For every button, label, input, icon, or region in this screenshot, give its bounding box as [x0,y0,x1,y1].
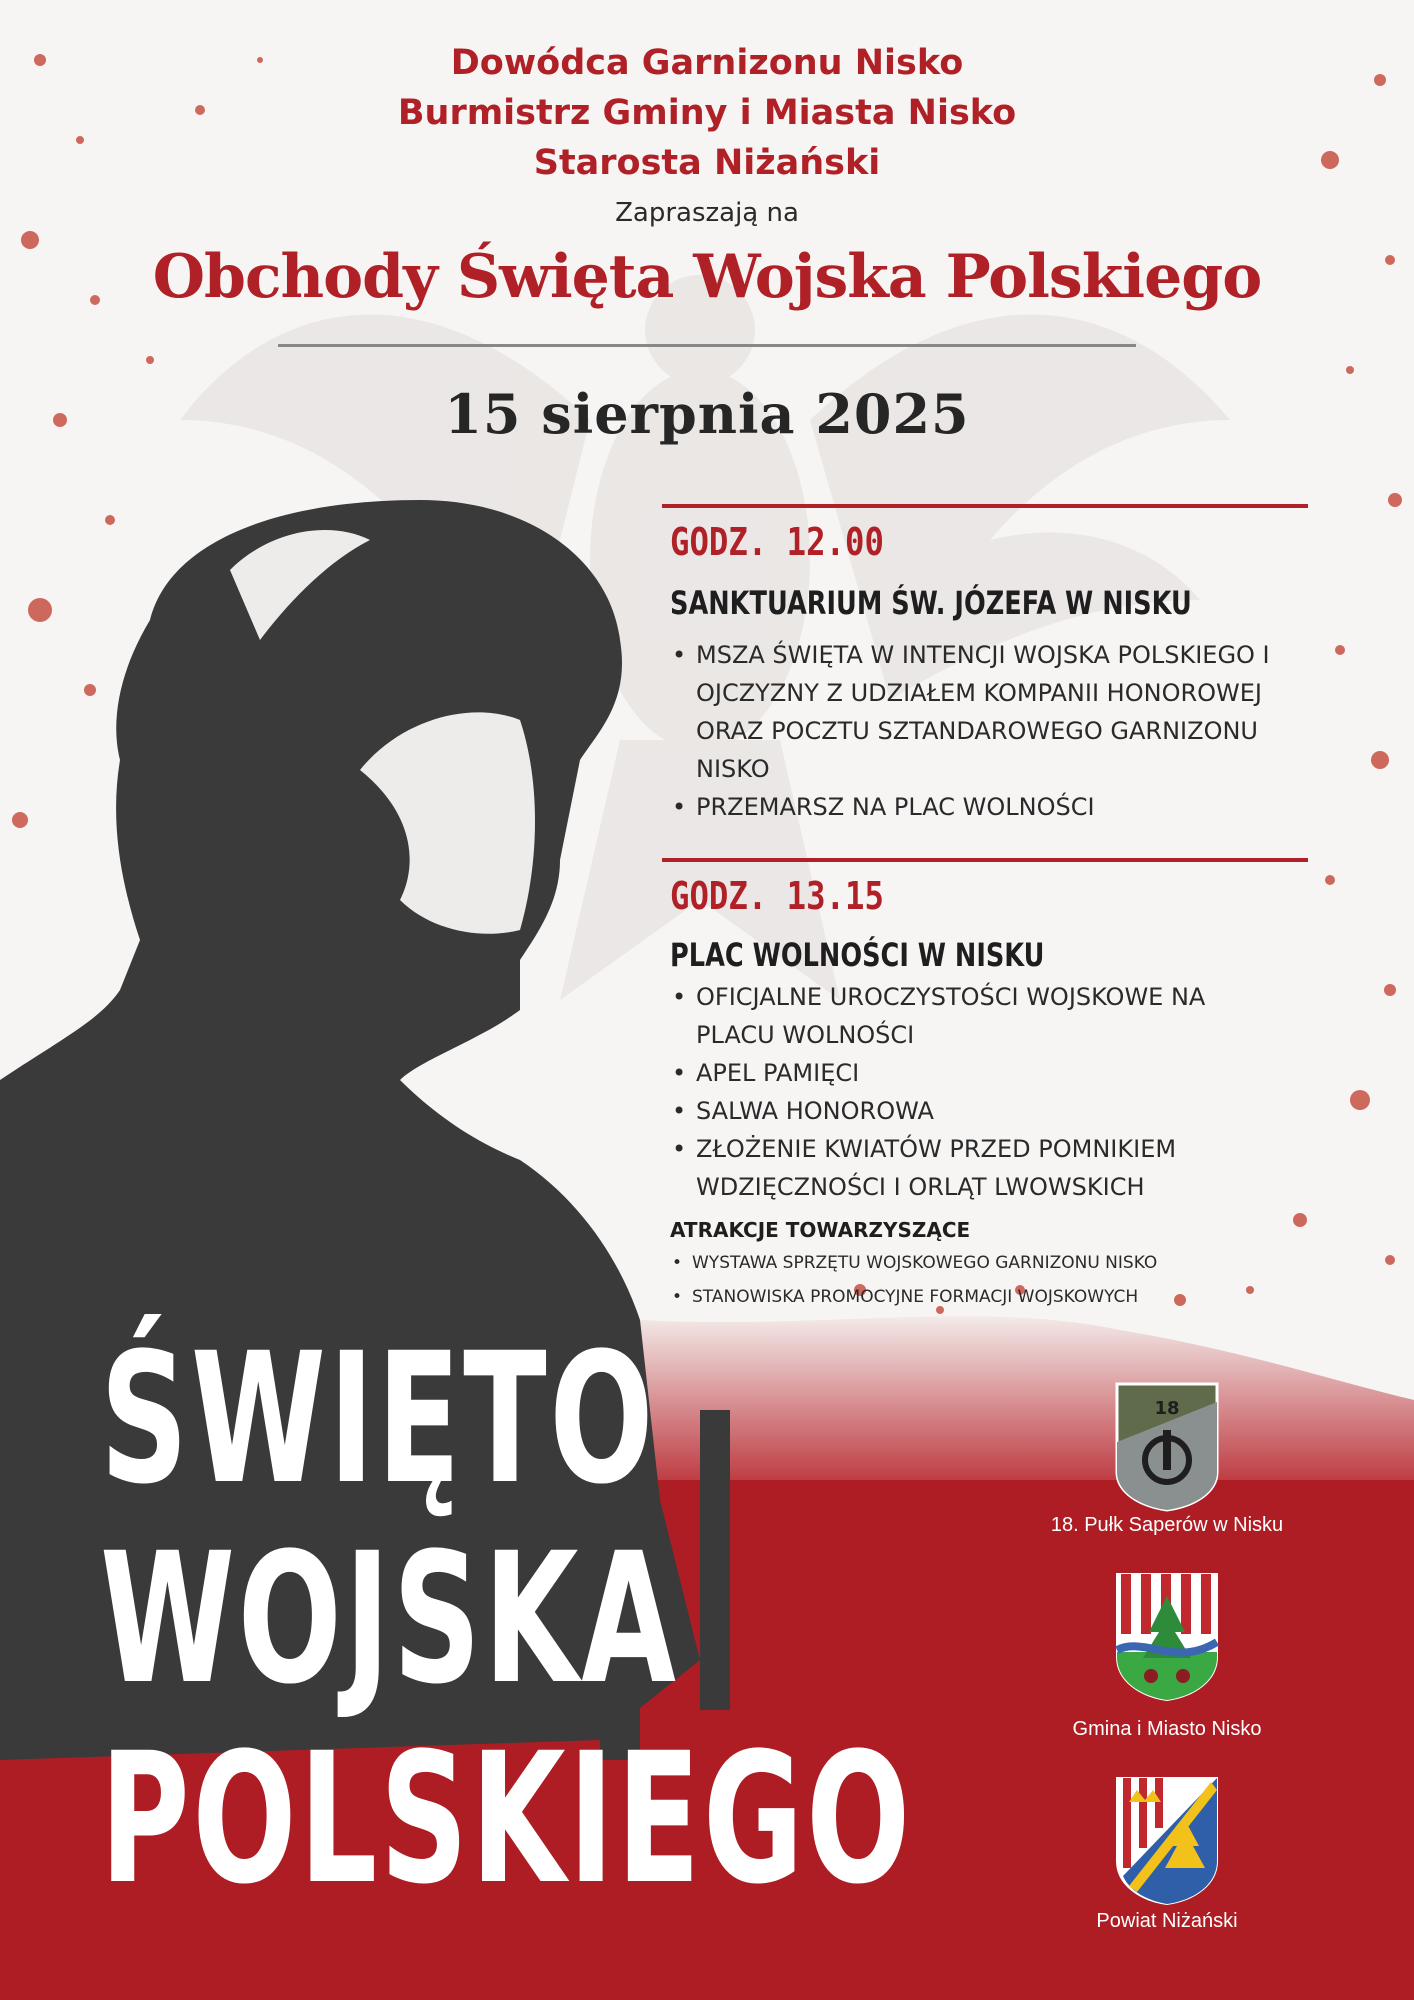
event-date: 15 sierpnia 2025 [444,382,970,446]
list-item: • APEL PAMIĘCI [670,1054,1310,1092]
nizanski-county-coat-of-arms-icon [1115,1776,1219,1906]
list-item: • MSZA ŚWIĘTA W INTENCJI WOJSKA POLSKIEGO I OJCZYZNY Z UDZIAŁEM KOMPANII HONOROWEJ ORAZ POCZTU SZTANDAROWEGO GARNIZONU NISKO [670,636,1306,788]
big-title-line: ŚWIĘTO [100,1315,657,1524]
schedule-time: GODZ. 12.00 [670,520,884,564]
emblem-caption: Powiat Niżański [1096,1910,1238,1932]
section-divider [662,858,1308,862]
title-divider [278,344,1136,347]
schedule-place: PLAC WOLNOŚCI W NISKU [670,936,1045,974]
emblem-number: 18 [1154,1398,1180,1419]
list-item: • SALWA HONOROWA [670,1092,1310,1130]
emblem-caption: Gmina i Miasto Nisko [1072,1718,1262,1740]
organizer-line: Burmistrz Gminy i Miasta Nisko [397,93,1017,133]
list-item: • WYSTAWA SPRZĘTU WOJSKOWEGO GARNIZONU NISKO [670,1246,1310,1280]
schedule-items [670,636,1310,826]
section-divider [662,504,1308,508]
nisko-coat-of-arms-icon [1115,1572,1219,1702]
schedule-items [670,978,1310,1206]
sapper-regiment-emblem-icon [1115,1382,1219,1512]
invite-text: Zapraszają na [615,198,799,228]
extras-list [670,1246,1310,1314]
organizer-line: Dowódca Garnizonu Nisko [450,43,964,83]
list-item: • STANOWISKA PROMOCYJNE FORMACJI WOJSKOWYCH [670,1280,1310,1314]
big-title-line: WOJSKA [100,1515,679,1724]
big-title-line: POLSKIEGO [100,1715,913,1924]
extras-title: ATRAKCJE TOWARZYSZĄCE [670,1218,971,1242]
schedule-time: GODZ. 13.15 [670,874,884,918]
list-item: • ZŁOŻENIE KWIATÓW PRZED POMNIKIEM WDZIĘCZNOŚCI I ORLĄT LWOWSKICH [670,1130,1296,1206]
organizer-line: Starosta Niżański [533,143,881,183]
emblem-caption: 18. Pułk Saperów w Nisku [1050,1514,1284,1536]
list-item: • OFICJALNE UROCZYSTOŚCI WOJSKOWE NA PLACU WOLNOŚCI [670,978,1256,1054]
schedule-place: SANKTUARIUM ŚW. JÓZEFA W NISKU [670,584,1192,622]
list-item: • PRZEMARSZ NA PLAC WOLNOŚCI [670,788,1310,826]
event-title: Obchody Święta Wojska Polskiego [152,242,1262,312]
